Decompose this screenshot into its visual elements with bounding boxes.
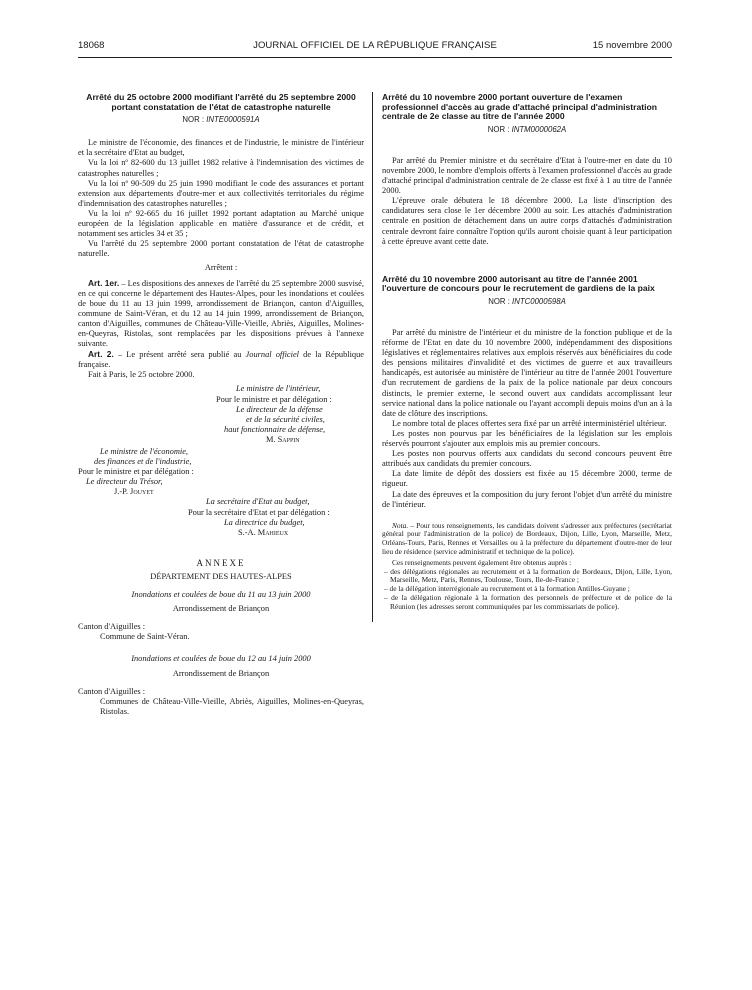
inondations-heading: Inondations et coulées de boue du 12 au 14 juin 2000 [131, 654, 311, 664]
visa-paragraph: Vu la loi nº 82-600 du 13 juillet 1982 relative à l'indemnisation des victimes de catastrophes naturelles ; [78, 158, 364, 178]
canton: Canton d'Aiguilles : [78, 686, 146, 696]
paragraph: La date limite de dépôt des dossiers est fixée au 15 décembre 2000, terme de rigueur. [382, 469, 672, 489]
paragraph: Les postes non pourvus par les bénéficiaires de la législation sur les emplois réservés pourront s'ajouter aux emplois mis au premier concours. [382, 428, 672, 449]
article-1: Art. 1er. – Les dispositions des annexes de l'arrêté du 25 septembre 2000 susvisé, en ce qui concerne le département des Hautes-Alpes, pour les inondations et coulées de boue du 11 au 13 juin 1999, arrondissement de Briançon, canton d'Aiguilles, commune de Saint-Véran, et du 12 au 14 juin 1999, arrondissement de Briançon, canton d'Aiguilles, communes de Château-Ville-Vieille, Abriès, Aiguilles, Molines-en-Queyras, Ristolas, sont remplacées par les dispositions prévues à l'annexe suivante. [78, 277, 364, 349]
inondations-heading: Inondations et coulées de boue du 11 au 13 juin 2000 [131, 590, 311, 600]
signature-interieur: Le ministre de l'intérieur, Pour le ministre et par délégation : Le directeur de la défense et de la sécurité civiles, haut fonctionnaire de défense, M. Sappin [216, 384, 332, 444]
left-column [78, 93, 364, 717]
visa-paragraph: Le ministre de l'économie, des finances et de l'industrie, le ministre de l'intérieur et la secrétaire d'Etat au budget, [78, 138, 364, 158]
paragraph: La date des épreuves et la composition du jury feront l'objet d'un arrêté du ministre de l'intérieur. [382, 489, 672, 509]
fait-a-paris: Fait à Paris, le 25 octobre 2000. [88, 370, 195, 380]
column-divider [372, 92, 373, 622]
visa-paragraph: Vu l'arrêté du 25 septembre 2000 portant constatation de l'état de catastrophe naturelle. [78, 239, 364, 259]
issue-date: 15 novembre 2000 [592, 40, 672, 51]
left-decree-title: Arrêté du 25 octobre 2000 modifiant l'arrêté du 25 septembre 2000 portant constatation de l'état de catastrophe naturelle [86, 92, 356, 112]
list-item: – des délégations régionales au recrutement et à la formation de Bordeaux, Dijon, Lille, Lyon, Marseille, Metz, Paris, Rennes, Toulouse, Tours, Ile-de-France ; [384, 566, 672, 585]
commune: Commune de Saint-Véran. [100, 632, 190, 642]
paragraph: Les postes non pourvus offerts aux candidats du second concours peuvent être attribués aux candidats du premier concours. [382, 449, 672, 469]
page-header [78, 40, 672, 56]
arrondissement: Arrondissement de Briançon [172, 604, 270, 614]
right-nor-1: NOR : INTM0000062A [487, 124, 567, 134]
departement-heading: DÉPARTEMENT DES HAUTES-ALPES [150, 571, 292, 581]
arrondissement: Arrondissement de Briançon [172, 668, 270, 678]
paragraph: Par arrêté du Premier ministre et du secrétaire d'Etat à l'outre-mer en date du 10 novembre 2000, le nombre d'emplois offerts à l'examen professionnel d'accès au grade d'attaché principal d'administration centrale de 2e classe est fixé à 1 au titre de l'année 2000. [382, 155, 672, 196]
journal-title: JOURNAL OFFICIEL DE LA RÉPUBLIQUE FRANÇAISE [253, 40, 497, 51]
visa-paragraph: Vu la loi nº 92-665 du 16 juillet 1992 portant adaptation au Marché unique européen de la législation applicable en matière d'assurance et de crédit, et notamment ses articles 34 et 35 ; [78, 208, 364, 239]
nota-block: Nota. – Pour tous renseignements, les candidats doivent s'adresser aux préfectures (secrétariat général pour l'administration de la police) de Bordeaux, Dijon, Lille, Lyon, Marseille, Metz, Orléans-Tours, Paris, Rennes et Versailles ou à la préfecture du département d'outre-mer de leur lieu de résidence (service administratif et technique de la police). Ces renseignements peuvent également être obtenus auprès : – des délégations régionales au recrutement et à la formation de Bordeaux, Dijon, Lille, Lyon, Marseille, Metz, Paris, Rennes, Toulouse, Tours, Ile-de-France ; – de la délégation interrégionale au recrutement et à la formation Antilles-Guyane ; – de la délégation régionale à la formation des personnels de préfecture et de police de la Réunion (les adresses seront communiquées par les commissariats de police). [382, 520, 672, 611]
annexe-heading: ANNEXE [196, 557, 246, 568]
paragraph: Par arrêté du ministre de l'intérieur et du ministre de la fonction publique et de la réforme de l'Etat en date du 10 novembre 2000, indépendamment des dispositions législatives et réglementaires relatives aux emplois réservés aux bénéficiaires du code des pensions militaires d'invalidité et des victimes de guerre et aux travailleurs handicapés, est autorisée au ministère de l'intérieur au titre de l'année 2001 l'ouverture d'un recrutement de gardiens de la paix de la police nationale par deux concours distincts, le premier externe, le second ouvert aux candidats accomplissant leur service national dans la police nationale ou l'ayant accompli depuis moins d'un an à la date de clôture des inscriptions. [382, 328, 672, 418]
header-rule [78, 57, 672, 58]
signature-budget: La secrétaire d'Etat au budget, Pour la secrétaire d'Etat et par délégation : La directrice du budget, S.-A. Mahieux [188, 497, 330, 537]
right-column [382, 93, 672, 612]
visa-paragraph: Vu la loi nº 90-509 du 25 juin 1990 modifiant le code des assurances et portant extension aux départements d'outre-mer et aux collectivités territoriales du régime d'indemnisation des catastrophes naturelles ; [78, 178, 364, 208]
canton: Canton d'Aiguilles : [78, 622, 146, 632]
paragraph: Le nombre total de places offertes sera fixé par un arrêté interministériel ultérieur. [392, 418, 667, 428]
signature-economie: Le ministre de l'économie, des finances et de l'industrie, Pour le ministre et par délégation : Le directeur du Trésor, J.-P. Jouyet [78, 447, 194, 497]
right-decree-title-2: Arrêté du 10 novembre 2000 autorisant au titre de l'année 2001 l'ouverture de concours pour le recrutement de gardiens de la paix [382, 273, 655, 294]
right-decree-title-1: Arrêté du 10 novembre 2000 portant ouverture de l'examen professionnel d'accès au grade d'attaché principal d'administration centrale de 2e classe au titre de l'année 2000 [382, 92, 657, 122]
list-item: – de la délégation régionale à la formation des personnels de préfecture et de police de la Réunion (les adresses seront communiquées par les commissariats de police). [384, 593, 672, 611]
article-2: Art. 2. – Le présent arrêté sera publié au Journal officiel de la République française. [78, 349, 365, 370]
right-nor-2: NOR : INTC0000598A [488, 296, 566, 306]
commune: Communes de Château-Ville-Vieille, Abriès, Aiguilles, Molines-en-Queyras, Ristolas. [100, 696, 364, 716]
left-nor: NOR : INTE0000591A [182, 115, 260, 125]
page-number: 18068 [78, 40, 105, 51]
arretent: Arrêtent : [204, 263, 238, 273]
list-item: – de la délégation interrégionale au recrutement et à la formation Antilles-Guyane ; [384, 584, 630, 594]
paragraph: L'épreuve orale débutera le 18 décembre 2000. La liste d'inscription des candidatures sera close le 1er décembre 2000 au soir. Les attachés d'administration centrale en position de détachement dans un autre corps d'attachés d'administration centrale devront faire connaître l'option qu'ils auront choisie quant à leur participation à cette épreuve avant cette date. [382, 196, 672, 246]
